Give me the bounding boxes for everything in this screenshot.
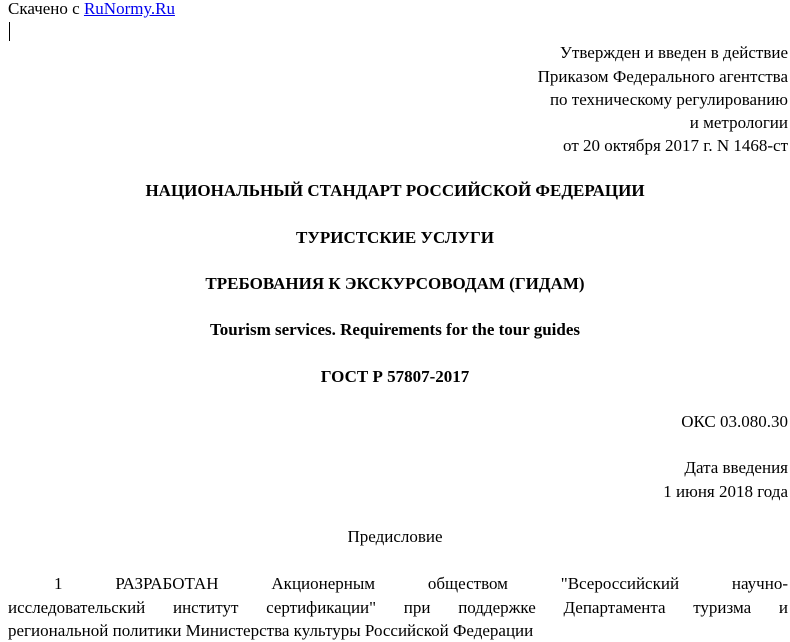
requirements-title: ТРЕБОВАНИЯ К ЭКСКУРСОВОДАМ (ГИДАМ) xyxy=(205,274,585,293)
preface-paragraph-line-1: 1 РАЗРАБОТАН Акционерным обществом "Всероссийский научно- xyxy=(54,574,788,593)
approval-line-4: и метрологии xyxy=(689,113,788,132)
approval-line-1: Утвержден и введен в действие xyxy=(559,43,788,62)
preface-paragraph-line-2: исследовательский институт сертификации" при поддержке Департамента туризма и xyxy=(8,598,788,617)
download-source xyxy=(8,0,175,20)
runormy-link[interactable]: RuNormy.Ru xyxy=(83,0,175,18)
oks-code: ОКС 03.080.30 xyxy=(681,412,788,431)
subject-title: ТУРИСТСКИЕ УСЛУГИ xyxy=(296,228,494,247)
introduction-label: Дата введения xyxy=(684,458,788,477)
approval-line-2: Приказом Федерального агентства xyxy=(537,67,788,86)
english-title: Tourism services. Requirements for the tour guides xyxy=(209,320,581,339)
gost-number: ГОСТ Р 57807-2017 xyxy=(320,367,470,386)
approval-line-3: по техническому регулированию xyxy=(549,90,788,109)
introduction-date: 1 июня 2018 года xyxy=(663,482,788,501)
preface-heading: Предисловие xyxy=(347,527,443,546)
download-prefix: Скачено с xyxy=(8,0,84,18)
national-standard-title: НАЦИОНАЛЬНЫЙ СТАНДАРТ РОССИЙСКОЙ ФЕДЕРАЦИИ xyxy=(145,181,645,200)
preface-paragraph-line-3: региональной политики Министерства культуры Российской Федерации xyxy=(8,621,534,640)
approval-line-5: от 20 октября 2017 г. N 1468-ст xyxy=(563,136,788,155)
text-cursor xyxy=(9,22,10,41)
